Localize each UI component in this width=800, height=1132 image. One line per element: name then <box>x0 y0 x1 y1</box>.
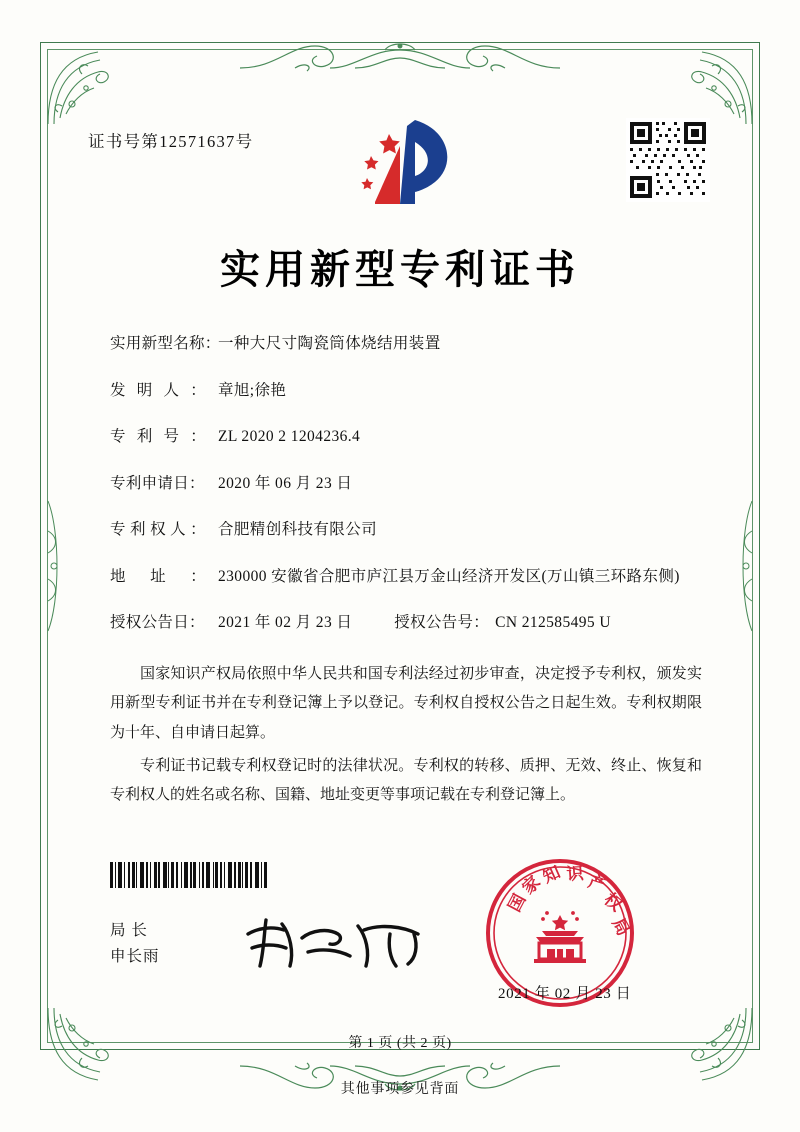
director-label: 局 长 <box>110 922 148 939</box>
page-indicator: 第 1 页 (共 2 页) <box>348 1036 452 1051</box>
svg-text:权: 权 <box>599 889 626 916</box>
page-title: 实用新型专利证书 <box>220 246 580 293</box>
certificate-number: 证书号第12571637号 <box>88 132 254 151</box>
notice-date-label: 授权公告日： <box>110 614 205 632</box>
svg-text:知: 知 <box>539 862 564 888</box>
barcode <box>110 862 306 888</box>
field-value: 230000 安徽省合肥市庐江县万金山经济开发区(万山镇三环路东侧) <box>218 567 680 585</box>
field-value: 2020 年 06 月 23 日 <box>218 474 353 492</box>
handwritten-signature <box>238 908 438 978</box>
field-value: 章旭;徐艳 <box>218 381 287 399</box>
field-label: 实用新型名称： <box>110 335 221 352</box>
svg-text:产: 产 <box>585 871 608 897</box>
svg-text:国: 国 <box>504 890 531 916</box>
notice-number-value: CN 212585495 U <box>495 614 611 632</box>
cnipa-logo-icon <box>345 108 475 226</box>
field-label: 专利号： <box>110 428 206 446</box>
legal-paragraph-1: 国家知识产权局依照中华人民共和国专利法经过初步审查，决定授予专利权，颁发实用新型专利证书并在专利登记簿上予以登记。专利权自授权公告之日起生效。专利权期限为十年、自申请日起算。 <box>110 666 702 741</box>
field-application-date <box>110 472 710 496</box>
seal-date: 2021 年 02 月 23 日 <box>498 986 632 1002</box>
legal-text <box>110 660 702 814</box>
field-patent-number <box>110 425 710 449</box>
field-value: 一种大尺寸陶瓷筒体烧结用装置 <box>218 335 441 352</box>
qr-code <box>626 118 710 202</box>
field-value: 合肥精创科技有限公司 <box>218 521 378 539</box>
field-address <box>110 565 710 589</box>
field-patentee <box>110 518 710 542</box>
svg-text:家: 家 <box>518 872 545 899</box>
director-name: 申长雨 <box>110 948 160 966</box>
notice-date-value: 2021 年 02 月 23 日 <box>218 614 353 632</box>
corner-ornament-icon <box>42 44 128 130</box>
svg-text:局: 局 <box>607 914 634 940</box>
field-label: 专利权人： <box>110 521 206 539</box>
field-label: 专利申请日： <box>110 474 205 492</box>
notice-number-group <box>394 611 611 635</box>
field-inventor <box>110 379 710 403</box>
fields-list <box>110 332 710 653</box>
field-utility-model-name <box>110 332 710 356</box>
side-ornament-icon <box>730 491 760 641</box>
top-ornament-icon <box>235 38 565 80</box>
director-block <box>110 918 160 971</box>
back-side-note: 其他事项参见背面 <box>340 1082 460 1097</box>
field-label: 发明人： <box>110 381 206 399</box>
notice-number-label: 授权公告号： <box>394 614 490 632</box>
field-value: ZL 2020 2 1204236.4 <box>218 428 361 446</box>
side-ornament-icon <box>40 491 70 641</box>
field-grant-notice <box>110 611 710 635</box>
legal-paragraph-2: 专利证书记载专利权登记时的法律状况。专利权的转移、质押、无效、终止、恢复和专利权人的姓名或名称、国籍、地址变更等事项记载在专利登记簿上。 <box>110 757 702 803</box>
field-label: 地址： <box>110 567 206 585</box>
svg-text:识: 识 <box>565 863 585 885</box>
